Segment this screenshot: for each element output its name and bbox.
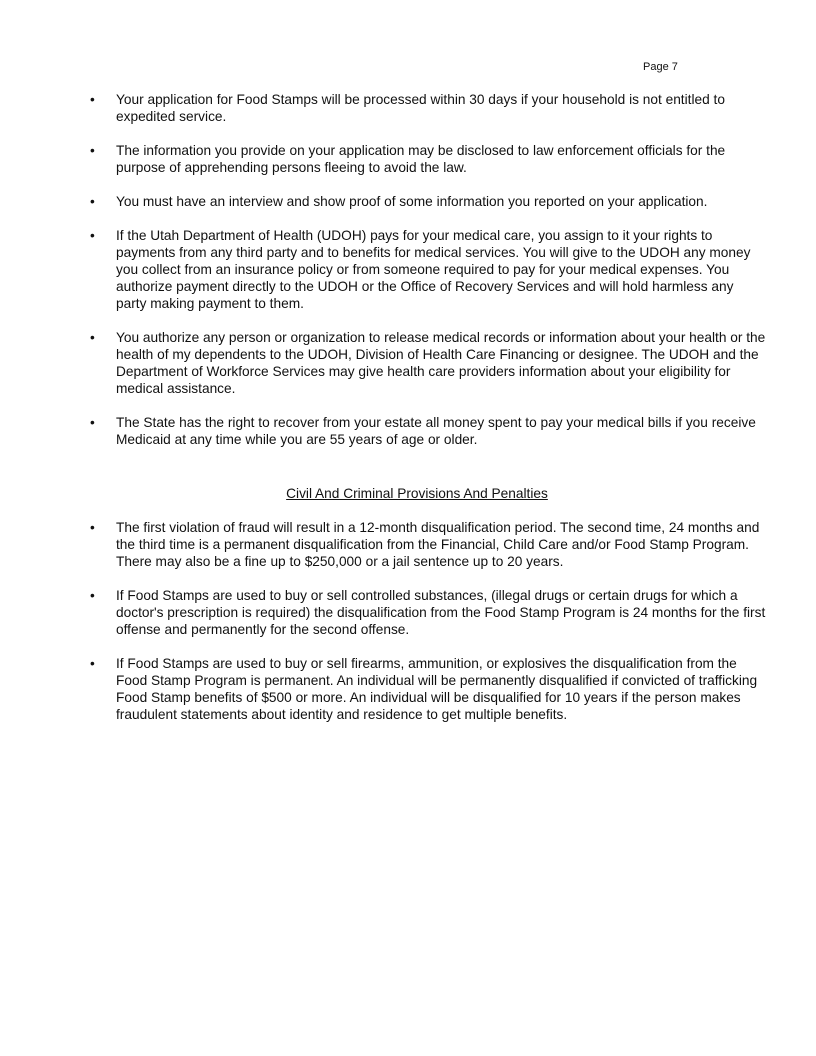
list-item-text: If Food Stamps are used to buy or sell controlled substances, (illegal drugs or certain drugs for which a doctor's prescription is required) the disqualification from the Food Stamp Program is 24 months for the first offense and permanently for the second offense. bbox=[116, 588, 766, 637]
list-item-text: If Food Stamps are used to buy or sell firearms, ammunition, or explosives the disqualification from the Food Stamp Program is permanent. An individual will be permanently disqualified if convicted of trafficking Food Stamp benefits of $500 or more. An individual will be disqualified for 10 years if the person makes fraudulent statements about identity and residence to get multiple benefits. bbox=[116, 656, 758, 722]
bullet-icon: • bbox=[90, 520, 95, 535]
list-item bbox=[0, 329, 816, 397]
list-item-text: If the Utah Department of Health (UDOH) pays for your medical care, you assign to it your rights to payments from any third party and to benefits for medical services. You will give to the UDOH any money you collect from an insurance policy or from someone required to pay for your medical expenses. You authorize payment directly to the UDOH or the Office of Recovery Services and will hold harmless any party making payment to them. bbox=[116, 228, 751, 311]
list-item bbox=[0, 91, 816, 125]
list-item bbox=[0, 193, 816, 210]
bullet-icon: • bbox=[90, 194, 95, 209]
list-item-text: You must have an interview and show proof of some information you reported on your application. bbox=[116, 194, 708, 209]
bullet-icon: • bbox=[90, 92, 95, 107]
bullet-icon: • bbox=[90, 415, 95, 430]
list-item-text: You authorize any person or organization to release medical records or information about your health or the health of my dependents to the UDOH, Division of Health Care Financing or designee. The UDOH and the Department of Workforce Services may give health care providers information about your eligibility for medical assistance. bbox=[116, 330, 766, 396]
list-item bbox=[0, 227, 816, 312]
list-item-text: Your application for Food Stamps will be processed within 30 days if your household is not entitled to expedited service. bbox=[116, 92, 725, 124]
list-item-text: The information you provide on your application may be disclosed to law enforcement officials for the purpose of apprehending persons fleeing to avoid the law. bbox=[116, 143, 726, 175]
list-item bbox=[0, 414, 816, 448]
bullet-icon: • bbox=[90, 588, 95, 603]
list-item bbox=[0, 519, 816, 570]
list-item bbox=[0, 655, 816, 723]
penalties-list bbox=[0, 519, 816, 740]
list-item bbox=[0, 587, 816, 638]
bullet-icon: • bbox=[90, 330, 95, 345]
section-heading-penalties: Civil And Criminal Provisions And Penalties bbox=[286, 486, 548, 501]
bullet-icon: • bbox=[90, 228, 95, 243]
page-number: Page 7 bbox=[643, 61, 678, 73]
list-item-text: The State has the right to recover from your estate all money spent to pay your medical bills if you receive Medicaid at any time while you are 55 years of age or older. bbox=[116, 415, 756, 447]
list-item-text: The first violation of fraud will result in a 12-month disqualification period. The second time, 24 months and the third time is a permanent disqualification from the Financial, Child Care and/or Food Stamp Program. There may also be a fine up to $250,000 or a jail sentence up to 20 years. bbox=[116, 520, 760, 569]
bullet-icon: • bbox=[90, 656, 95, 671]
list-item bbox=[0, 142, 816, 176]
bullet-icon: • bbox=[90, 143, 95, 158]
rights-list bbox=[0, 91, 816, 465]
